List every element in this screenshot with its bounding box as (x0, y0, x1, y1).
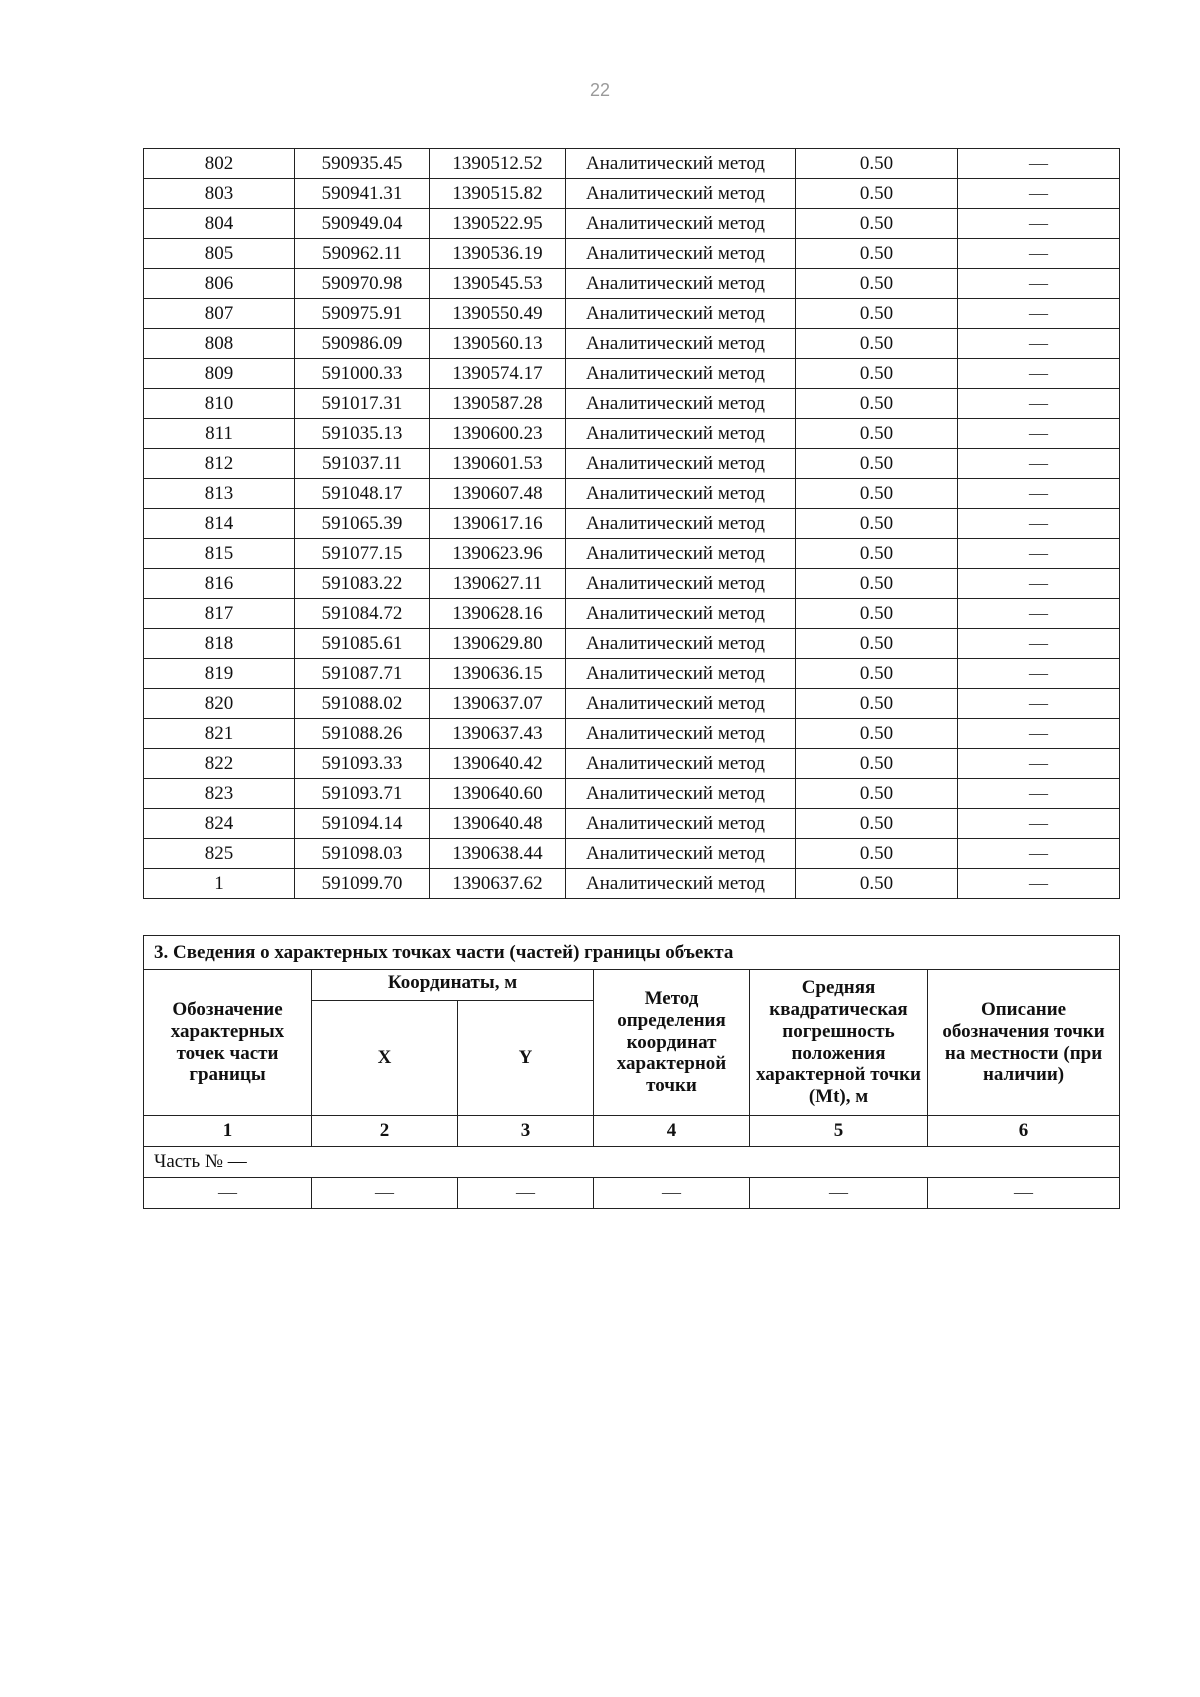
empty-cell: — (458, 1178, 594, 1209)
table-row (144, 239, 1120, 269)
x-coordinate-cell: 591017.31 (295, 389, 430, 419)
x-coordinate-cell: 591085.61 (295, 629, 430, 659)
method-cell: Аналитический метод (566, 539, 796, 569)
description-cell: — (958, 209, 1120, 239)
y-coordinate-cell: 1390536.19 (430, 239, 566, 269)
table-row (144, 569, 1120, 599)
method-cell: Аналитический метод (566, 719, 796, 749)
table-row (144, 419, 1120, 449)
point-cell: 818 (144, 629, 295, 659)
table-row (144, 629, 1120, 659)
column-number: 1 (144, 1116, 312, 1147)
description-cell: — (958, 599, 1120, 629)
description-cell: — (958, 269, 1120, 299)
y-coordinate-cell: 1390574.17 (430, 359, 566, 389)
mt-cell: 0.50 (796, 569, 958, 599)
table-row (144, 269, 1120, 299)
table-row (144, 659, 1120, 689)
table-row (144, 509, 1120, 539)
method-cell: Аналитический метод (566, 779, 796, 809)
table-row (144, 869, 1120, 899)
description-cell: — (958, 569, 1120, 599)
x-coordinate-cell: 591093.33 (295, 749, 430, 779)
method-cell: Аналитический метод (566, 299, 796, 329)
mt-cell: 0.50 (796, 509, 958, 539)
description-cell: — (958, 749, 1120, 779)
empty-cell: — (144, 1178, 312, 1209)
point-cell: 802 (144, 149, 295, 179)
method-cell: Аналитический метод (566, 179, 796, 209)
point-cell: 825 (144, 839, 295, 869)
empty-cell: — (750, 1178, 928, 1209)
point-cell: 810 (144, 389, 295, 419)
point-cell: 805 (144, 239, 295, 269)
mt-cell: 0.50 (796, 359, 958, 389)
method-cell: Аналитический метод (566, 659, 796, 689)
y-coordinate-cell: 1390627.11 (430, 569, 566, 599)
header-description: Описание обозначения точки на местности (при наличии) (928, 970, 1120, 1116)
column-number: 2 (312, 1116, 458, 1147)
point-cell: 812 (144, 449, 295, 479)
x-coordinate-cell: 591088.26 (295, 719, 430, 749)
empty-cell: — (928, 1178, 1120, 1209)
point-cell: 817 (144, 599, 295, 629)
mt-cell: 0.50 (796, 389, 958, 419)
column-number: 6 (928, 1116, 1120, 1147)
point-cell: 803 (144, 179, 295, 209)
x-coordinate-cell: 591094.14 (295, 809, 430, 839)
mt-cell: 0.50 (796, 689, 958, 719)
x-coordinate-cell: 590949.04 (295, 209, 430, 239)
description-cell: — (958, 629, 1120, 659)
table-row (144, 209, 1120, 239)
description-cell: — (958, 689, 1120, 719)
mt-cell: 0.50 (796, 779, 958, 809)
x-coordinate-cell: 591065.39 (295, 509, 430, 539)
y-coordinate-cell: 1390638.44 (430, 839, 566, 869)
method-cell: Аналитический метод (566, 239, 796, 269)
section-title: 3. Сведения о характерных точках части (частей) границы объекта (144, 936, 1120, 970)
description-cell: — (958, 839, 1120, 869)
point-cell: 1 (144, 869, 295, 899)
y-coordinate-cell: 1390637.07 (430, 689, 566, 719)
mt-cell: 0.50 (796, 239, 958, 269)
table-row (144, 599, 1120, 629)
y-coordinate-cell: 1390550.49 (430, 299, 566, 329)
x-coordinate-cell: 591037.11 (295, 449, 430, 479)
y-coordinate-cell: 1390560.13 (430, 329, 566, 359)
point-cell: 823 (144, 779, 295, 809)
x-coordinate-cell: 591098.03 (295, 839, 430, 869)
mt-cell: 0.50 (796, 209, 958, 239)
method-cell: Аналитический метод (566, 209, 796, 239)
x-coordinate-cell: 591093.71 (295, 779, 430, 809)
method-cell: Аналитический метод (566, 329, 796, 359)
method-cell: Аналитический метод (566, 689, 796, 719)
mt-cell: 0.50 (796, 479, 958, 509)
method-cell: Аналитический метод (566, 839, 796, 869)
x-coordinate-cell: 591088.02 (295, 689, 430, 719)
table-row (144, 149, 1120, 179)
mt-cell: 0.50 (796, 179, 958, 209)
mt-cell: 0.50 (796, 539, 958, 569)
table-row (144, 689, 1120, 719)
header-x: X (312, 1001, 458, 1116)
table-row (144, 809, 1120, 839)
point-cell: 820 (144, 689, 295, 719)
point-cell: 809 (144, 359, 295, 389)
mt-cell: 0.50 (796, 149, 958, 179)
description-cell: — (958, 239, 1120, 269)
coordinates-table-body (144, 149, 1120, 899)
description-cell: — (958, 869, 1120, 899)
x-coordinate-cell: 591099.70 (295, 869, 430, 899)
point-cell: 811 (144, 419, 295, 449)
point-cell: 815 (144, 539, 295, 569)
header-coordinates: Координаты, м (312, 970, 594, 1001)
mt-cell: 0.50 (796, 599, 958, 629)
column-number: 4 (594, 1116, 750, 1147)
table-row (144, 299, 1120, 329)
x-coordinate-cell: 591077.15 (295, 539, 430, 569)
method-cell: Аналитический метод (566, 509, 796, 539)
description-cell: — (958, 719, 1120, 749)
part-label-row (144, 1147, 1120, 1178)
y-coordinate-cell: 1390601.53 (430, 449, 566, 479)
y-coordinate-cell: 1390640.42 (430, 749, 566, 779)
header-mt: Средняя квадратическая погрешность положения характерной точки (Mt), м (750, 970, 928, 1116)
mt-cell: 0.50 (796, 629, 958, 659)
method-cell: Аналитический метод (566, 749, 796, 779)
x-coordinate-cell: 591083.22 (295, 569, 430, 599)
point-cell: 813 (144, 479, 295, 509)
part-points-table (143, 935, 1120, 1209)
point-cell: 814 (144, 509, 295, 539)
column-number-row (144, 1116, 1120, 1147)
x-coordinate-cell: 590941.31 (295, 179, 430, 209)
point-cell: 807 (144, 299, 295, 329)
table-row (144, 329, 1120, 359)
table-row (144, 179, 1120, 209)
table-row (144, 719, 1120, 749)
description-cell: — (958, 329, 1120, 359)
x-coordinate-cell: 591087.71 (295, 659, 430, 689)
table-row (144, 479, 1120, 509)
x-coordinate-cell: 590962.11 (295, 239, 430, 269)
mt-cell: 0.50 (796, 809, 958, 839)
table-row (144, 359, 1120, 389)
description-cell: — (958, 479, 1120, 509)
description-cell: — (958, 359, 1120, 389)
method-cell: Аналитический метод (566, 629, 796, 659)
description-cell: — (958, 389, 1120, 419)
description-cell: — (958, 179, 1120, 209)
method-cell: Аналитический метод (566, 809, 796, 839)
empty-cell: — (594, 1178, 750, 1209)
table-row (144, 779, 1120, 809)
header-row-top (144, 970, 1120, 1001)
table-row (144, 839, 1120, 869)
header-y: Y (458, 1001, 594, 1116)
header-point: Обозначение характерных точек части границы (144, 970, 312, 1116)
description-cell: — (958, 449, 1120, 479)
description-cell: — (958, 659, 1120, 689)
table-row (144, 749, 1120, 779)
method-cell: Аналитический метод (566, 449, 796, 479)
point-cell: 808 (144, 329, 295, 359)
y-coordinate-cell: 1390640.60 (430, 779, 566, 809)
method-cell: Аналитический метод (566, 869, 796, 899)
point-cell: 806 (144, 269, 295, 299)
method-cell: Аналитический метод (566, 389, 796, 419)
mt-cell: 0.50 (796, 749, 958, 779)
point-cell: 821 (144, 719, 295, 749)
column-number: 3 (458, 1116, 594, 1147)
x-coordinate-cell: 591035.13 (295, 419, 430, 449)
empty-part-row (144, 1178, 1120, 1209)
coordinates-table (143, 148, 1120, 899)
mt-cell: 0.50 (796, 299, 958, 329)
table-row (144, 449, 1120, 479)
point-cell: 816 (144, 569, 295, 599)
y-coordinate-cell: 1390607.48 (430, 479, 566, 509)
mt-cell: 0.50 (796, 719, 958, 749)
table-row (144, 539, 1120, 569)
description-cell: — (958, 299, 1120, 329)
mt-cell: 0.50 (796, 329, 958, 359)
description-cell: — (958, 509, 1120, 539)
mt-cell: 0.50 (796, 449, 958, 479)
description-cell: — (958, 419, 1120, 449)
section-title-row (144, 936, 1120, 970)
description-cell: — (958, 809, 1120, 839)
x-coordinate-cell: 591048.17 (295, 479, 430, 509)
y-coordinate-cell: 1390637.62 (430, 869, 566, 899)
x-coordinate-cell: 590935.45 (295, 149, 430, 179)
y-coordinate-cell: 1390640.48 (430, 809, 566, 839)
description-cell: — (958, 539, 1120, 569)
x-coordinate-cell: 590970.98 (295, 269, 430, 299)
point-cell: 804 (144, 209, 295, 239)
y-coordinate-cell: 1390515.82 (430, 179, 566, 209)
mt-cell: 0.50 (796, 659, 958, 689)
mt-cell: 0.50 (796, 839, 958, 869)
x-coordinate-cell: 591084.72 (295, 599, 430, 629)
y-coordinate-cell: 1390636.15 (430, 659, 566, 689)
y-coordinate-cell: 1390522.95 (430, 209, 566, 239)
part-label: Часть № — (144, 1147, 1120, 1178)
x-coordinate-cell: 590986.09 (295, 329, 430, 359)
y-coordinate-cell: 1390545.53 (430, 269, 566, 299)
mt-cell: 0.50 (796, 419, 958, 449)
method-cell: Аналитический метод (566, 149, 796, 179)
description-cell: — (958, 779, 1120, 809)
method-cell: Аналитический метод (566, 569, 796, 599)
empty-cell: — (312, 1178, 458, 1209)
y-coordinate-cell: 1390637.43 (430, 719, 566, 749)
y-coordinate-cell: 1390628.16 (430, 599, 566, 629)
x-coordinate-cell: 591000.33 (295, 359, 430, 389)
method-cell: Аналитический метод (566, 599, 796, 629)
x-coordinate-cell: 590975.91 (295, 299, 430, 329)
mt-cell: 0.50 (796, 869, 958, 899)
y-coordinate-cell: 1390512.52 (430, 149, 566, 179)
y-coordinate-cell: 1390623.96 (430, 539, 566, 569)
y-coordinate-cell: 1390600.23 (430, 419, 566, 449)
point-cell: 822 (144, 749, 295, 779)
mt-cell: 0.50 (796, 269, 958, 299)
column-number: 5 (750, 1116, 928, 1147)
method-cell: Аналитический метод (566, 479, 796, 509)
y-coordinate-cell: 1390617.16 (430, 509, 566, 539)
method-cell: Аналитический метод (566, 359, 796, 389)
header-method: Метод определения координат характерной точки (594, 970, 750, 1116)
method-cell: Аналитический метод (566, 269, 796, 299)
y-coordinate-cell: 1390587.28 (430, 389, 566, 419)
method-cell: Аналитический метод (566, 419, 796, 449)
table-row (144, 389, 1120, 419)
page-number: 22 (589, 80, 611, 100)
point-cell: 824 (144, 809, 295, 839)
description-cell: — (958, 149, 1120, 179)
point-cell: 819 (144, 659, 295, 689)
y-coordinate-cell: 1390629.80 (430, 629, 566, 659)
